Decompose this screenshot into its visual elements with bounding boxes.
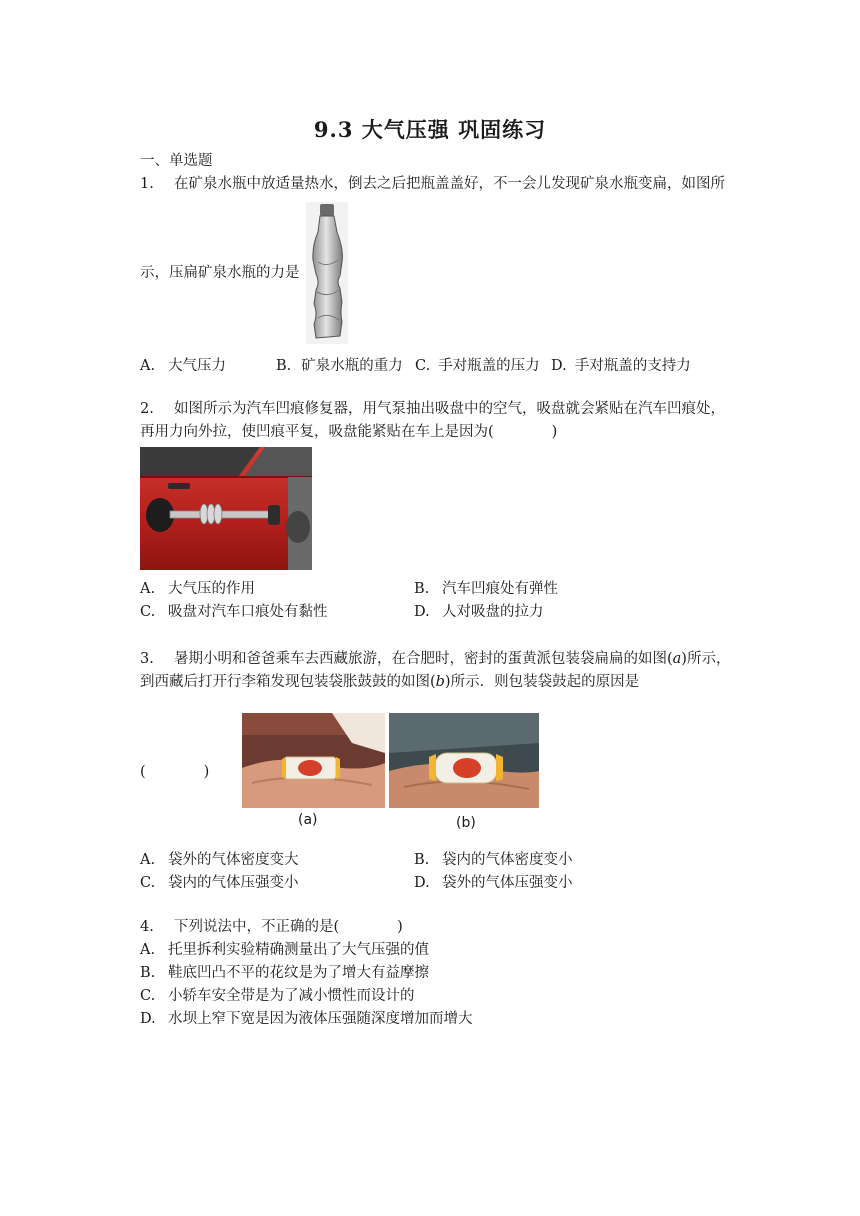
caption-b: (b) (456, 815, 476, 831)
q1-line2: 示，压扁矿泉水瓶的力是 (140, 265, 300, 281)
q3-text-1: 暑期小明和爸爸乘车去西藏旅游，在合肥时，密封的蛋黄派包装袋扁扁的如图(𝑎)所示， (174, 651, 731, 667)
q4-text-1: 下列说法中，不正确的是( ) (174, 919, 403, 935)
q2-option-b: B. 汽车凹痕处有弹性 (414, 581, 558, 597)
q1-option-c: C. 手对瓶盖的压力 (415, 358, 540, 374)
q1-number: 1. (140, 176, 154, 192)
q2-number: 2. (140, 401, 154, 417)
car-dent-repair-image (140, 447, 312, 570)
inflated-package-photo (389, 713, 539, 808)
crushed-bottle-image (306, 202, 348, 344)
q3-blank: ( ) (140, 764, 210, 780)
q2-option-d: D. 人对吸盘的拉力 (414, 604, 544, 620)
q3-line1 (140, 648, 730, 670)
q3-option-a: A. 袋外的气体密度变大 (140, 852, 299, 868)
q3-option-b: B. 袋内的气体密度变小 (414, 852, 573, 868)
q1-options (140, 355, 226, 377)
q1-option-d: D. 手对瓶盖的支持力 (551, 358, 691, 374)
q1-line1 (140, 173, 725, 195)
q2-line2: 再用力向外拉，使凹痕平复，吸盘能紧贴在车上是因为( ) (140, 424, 558, 440)
flat-package-photo (242, 713, 385, 808)
q1-option-b: B. 矿泉水瓶的重力 (276, 358, 403, 374)
q1-option-a: A. 大气压力 (140, 358, 226, 374)
q3-line2: 到西藏后打开行李箱发现包装袋胀鼓鼓的如图(𝑏)所示．则包装袋鼓起的原因是 (140, 674, 640, 690)
q3-number: 3. (140, 651, 154, 667)
q4-option-d: D. 水坝上窄下宽是因为液体压强随深度增加而增大 (140, 1011, 473, 1027)
q4-option-a: A. 托里拆利实验精确测量出了大气压强的值 (140, 942, 429, 958)
q2-line1 (140, 398, 725, 420)
q4-option-b: B. 鞋底凹凸不平的花纹是为了增大有益摩擦 (140, 965, 429, 981)
q1-text-1: 在矿泉水瓶中放适量热水，倒去之后把瓶盖盖好，不一会儿发现矿泉水瓶变扁，如图所 (174, 176, 725, 192)
q2-text-1: 如图所示为汽车凹痕修复器，用气泵抽出吸盘中的空气，吸盘就会紧贴在汽车凹痕处， (174, 401, 725, 417)
q2-option-a: A. 大气压的作用 (140, 581, 255, 597)
caption-a: (a) (298, 812, 318, 828)
q4-number: 4. (140, 919, 154, 935)
page-title: 9.3 大气压强 巩固练习 (313, 117, 547, 142)
q3-option-d: D. 袋外的气体压强变小 (414, 875, 573, 891)
q3-option-c: C. 袋内的气体压强变小 (140, 875, 299, 891)
q4-line1 (140, 916, 403, 938)
q2-option-c: C. 吸盘对汽车口痕处有黏性 (140, 604, 328, 620)
section-heading: 一、单选题 (140, 153, 213, 169)
q4-option-c: C. 小轿车安全带是为了减小惯性而设计的 (140, 988, 415, 1004)
